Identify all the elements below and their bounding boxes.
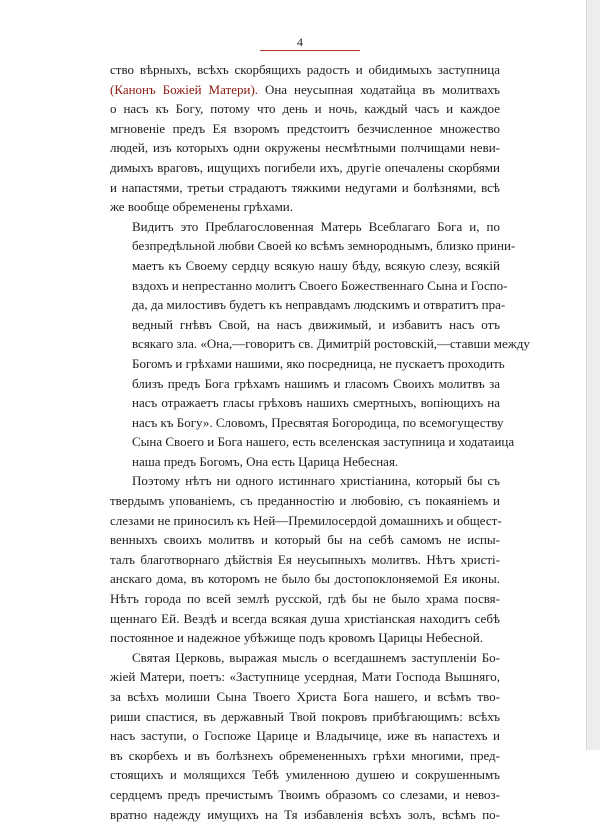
text-line: же вообще обременены грѣхами. [110, 199, 293, 215]
text-line: Видитъ это Преблагословенная Матерь Всеблагаго Бога и, по [132, 218, 500, 234]
paragraph-1 [110, 60, 500, 217]
text-line: безпредѣльной любви Своей ко всѣмъ земнороднымъ, близко прини- [132, 238, 516, 254]
text-line: постоянное и надежное убѣжище подъ кровомъ Царицы Небесной. [110, 630, 483, 646]
text-line: маетъ къ Своему сердцу всякую нашу бѣду, всякую слезу, всякій [132, 257, 500, 273]
canon-reference: (Канонъ Божіей Матери). [110, 81, 259, 97]
text-line: насъ къ Богу». Словомъ, Пресвятая Богородица, по всемогуществу [132, 414, 504, 430]
text-line: вздохъ и непрестанно молитъ Своего Божественнаго Сына и Госпо- [132, 277, 508, 293]
text-line: Святая Церковь, выражая мысль о всегдашнемъ заступленіи Бо- [132, 649, 500, 665]
text-line: близъ предъ Бога грѣхамъ нашимъ и гласомъ Своихъ молитвъ за [132, 375, 500, 391]
page-edge [586, 0, 600, 750]
text-line: ство вѣрныхъ, всѣхъ скорбящихъ радость и обидимыхъ заступница [110, 62, 500, 77]
header-rule [260, 50, 360, 51]
text-line: въ скорбехъ и въ болѣзнехъ обремененныхъ грѣхи многими, пред- [110, 747, 500, 763]
text-line: о насъ къ Богу, потому что день и ночь, каждый часъ и каждое [110, 101, 500, 117]
paragraph-3 [110, 471, 500, 647]
text-line: слезами не приносилъ къ Ней—Премилосердой домашнихъ и общест- [110, 512, 502, 528]
text-line: риши спастися, въ державный Твой покровъ прибѣгающимъ: всѣхъ [110, 708, 500, 724]
text-line: Богомъ и грѣхами нашими, яко посредница, не пускаетъ проходить [132, 355, 505, 371]
text-line: Нѣтъ города по всей землѣ русской, гдѣ бы не было храма посвя- [110, 591, 500, 607]
text-fragment: Она неусыпная ходатайца въ молитвахъ [258, 81, 500, 97]
text-line: насъ отражаетъ гласы грѣховъ нашихъ смертныхъ, вопіющихъ на [132, 395, 500, 411]
paragraph-4 [110, 648, 500, 824]
text-line: стоящихъ и молящихся Тебѣ умиленною душею и сокрушеннымъ [110, 767, 500, 783]
text-line [110, 80, 500, 100]
paragraph-2 [110, 217, 530, 472]
text-line: и напастями, третьи страдаютъ тяжкими недугами и болѣзнями, всѣ [110, 179, 500, 195]
text-line: анскаго дома, въ которомъ не было бы достопоклоняемой Ея иконы. [110, 571, 500, 587]
text-line: насъ заступи, о Госпоже Царице и Владычице, иже въ напастехъ и [110, 728, 500, 744]
page-number: 4 [297, 35, 303, 49]
text-line: вратно надежду имущихъ на Тя избавленія всѣхъ золъ, всѣмъ по- [110, 806, 500, 822]
text-line: за всѣхъ молиши Сына Твоего Христа Бога нашего, и всѣмъ тво- [110, 689, 500, 704]
text-line: твердымъ упованіемъ, съ преданностію и любовію, съ покаяніемъ и [110, 493, 500, 509]
text-line: щеннаго Ей. Вездѣ и всегда всякая душа христіанская находитъ себѣ [110, 610, 500, 626]
text-line: всякаго зла. «Она,—говоритъ св. Димитрій ростовскій,—ставши между [132, 336, 530, 352]
text-line: мгновеніе предъ Ея взоромъ предстоитъ безчисленное множество [110, 120, 500, 136]
text-line: да, да милостивъ будетъ къ неправдамъ людскимъ и отвратитъ пра- [132, 297, 506, 313]
text-line: Сына Своего и Бога нашего, есть вселенская заступница и ходатаица [132, 434, 515, 450]
text-line: сердцемъ предъ пречистымъ Твоимъ образомъ со слезами, и невоз- [110, 786, 500, 802]
text-line: венныхъ своихъ молитвъ и который бы на себѣ самомъ не испы- [110, 532, 500, 548]
text-line: талъ благотворнаго дѣйствія Ея неусыпныхъ молитвъ. Нѣтъ христі- [110, 551, 500, 567]
text-line: наша предъ Богомъ, Она есть Царица Небесная. [132, 453, 399, 469]
text-line: димыхъ враговъ, ищущихъ погибели ихъ, другіе опечалены скорбями [110, 159, 500, 175]
text-line: жіей Матери, поетъ: «Заступнице усердная, Мати Господа Вышняго, [110, 669, 500, 685]
text-line: ведный гнѣвъ Свой, на насъ движимый, и избавитъ насъ отъ [132, 316, 500, 332]
text-line: Поэтому нѣтъ ни одного истиннаго христіанина, который бы съ [132, 473, 500, 489]
body-text [110, 60, 530, 824]
text-line: людей, изъ которыхъ одни окружены несмѣтными полчищами неви- [110, 140, 500, 156]
